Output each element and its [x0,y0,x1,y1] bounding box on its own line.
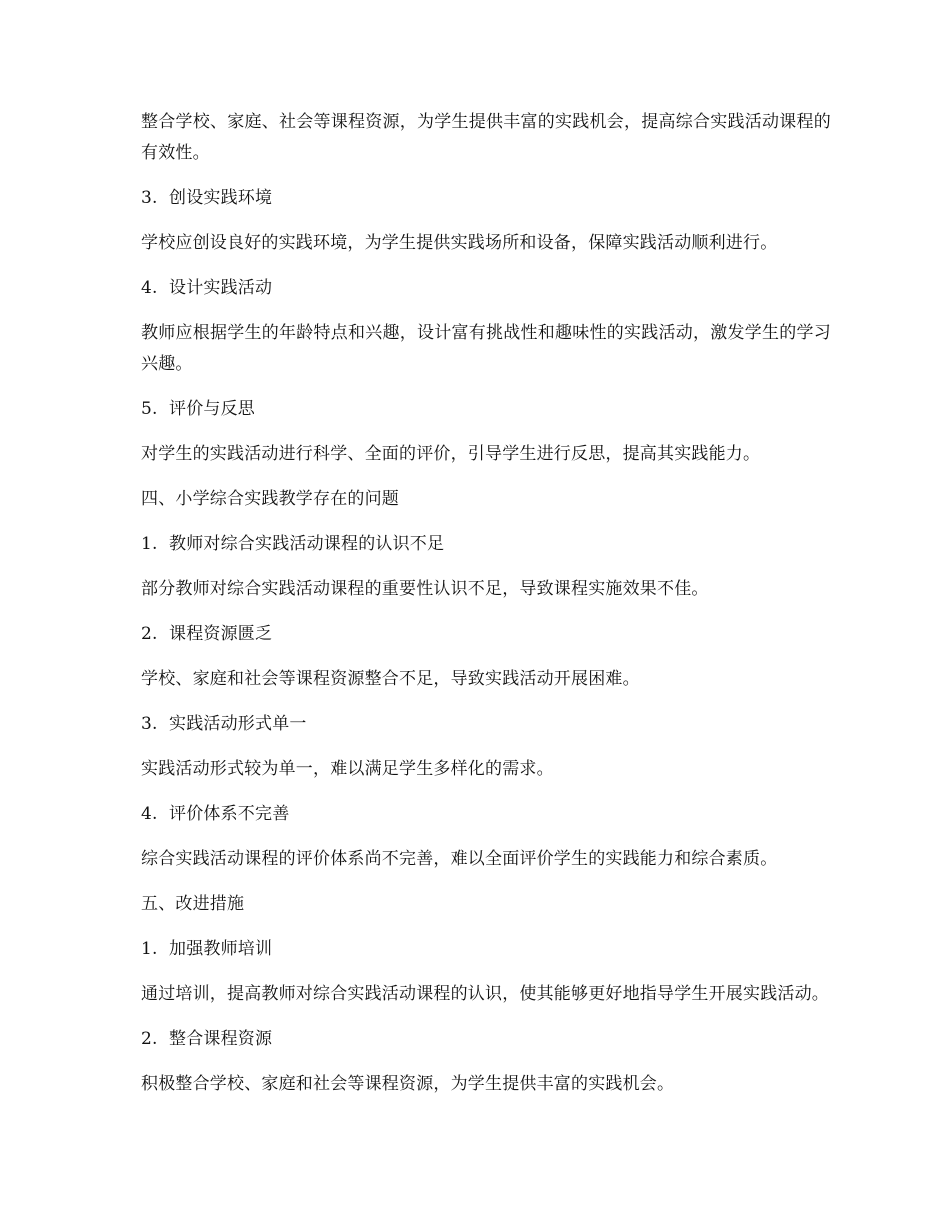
subheading-number: 4. [141,278,158,298]
subheading-text: 课程资源匮乏 [169,624,273,644]
subheading [141,183,831,214]
subheading-text: 设计实践活动 [169,278,273,298]
paragraph: 教师应根据学生的年龄特点和兴趣，设计富有挑战性和趣味性的实践活动，激发学生的学习兴趣。 [141,323,831,374]
subheading [141,934,831,965]
subheading [141,529,831,560]
subheading-number: 4. [141,804,158,824]
subheading-number: 2. [141,624,158,644]
paragraph: 积极整合学校、家庭和社会等课程资源，为学生提供丰富的实践机会。 [141,1074,675,1094]
subheading-number: 2. [141,1029,158,1049]
subheading-number: 1. [141,939,158,959]
subheading-text: 实践活动形式单一 [169,714,307,734]
document-body [141,107,831,1114]
subheading [141,1024,831,1055]
subheading-number: 3. [141,714,158,734]
paragraph: 实践活动形式较为单一，难以满足学生多样化的需求。 [141,759,554,779]
section-heading: 五、改进措施 [141,894,245,914]
subheading-number: 3. [141,188,158,208]
subheading-text: 评价体系不完善 [169,804,290,824]
subheading [141,619,831,650]
paragraph: 整合学校、家庭、社会等课程资源，为学生提供丰富的实践机会，提高综合实践活动课程的有效性。 [141,112,831,163]
subheading-text: 整合课程资源 [169,1029,273,1049]
subheading-number: 5. [141,399,158,419]
subheading-text: 创设实践环境 [169,188,273,208]
subheading [141,273,831,304]
subheading [141,394,831,425]
subheading [141,709,831,740]
subheading-number: 1. [141,534,158,554]
subheading [141,799,831,830]
paragraph: 部分教师对综合实践活动课程的重要性认识不足，导致课程实施效果不佳。 [141,579,709,599]
paragraph: 综合实践活动课程的评价体系尚不完善，难以全面评价学生的实践能力和综合素质。 [141,849,778,869]
paragraph: 学校、家庭和社会等课程资源整合不足，导致实践活动开展困难。 [141,669,640,689]
paragraph: 学校应创设良好的实践环境，为学生提供实践场所和设备，保障实践活动顺利进行。 [141,233,778,253]
paragraph: 通过培训，提高教师对综合实践活动课程的认识，使其能够更好地指导学生开展实践活动。 [141,984,829,1004]
subheading-text: 教师对综合实践活动课程的认识不足 [169,534,445,554]
paragraph: 对学生的实践活动进行科学、全面的评价，引导学生进行反思，提高其实践能力。 [141,444,761,464]
subheading-text: 加强教师培训 [169,939,273,959]
section-heading: 四、小学综合实践教学存在的问题 [141,489,399,509]
subheading-text: 评价与反思 [169,399,255,419]
